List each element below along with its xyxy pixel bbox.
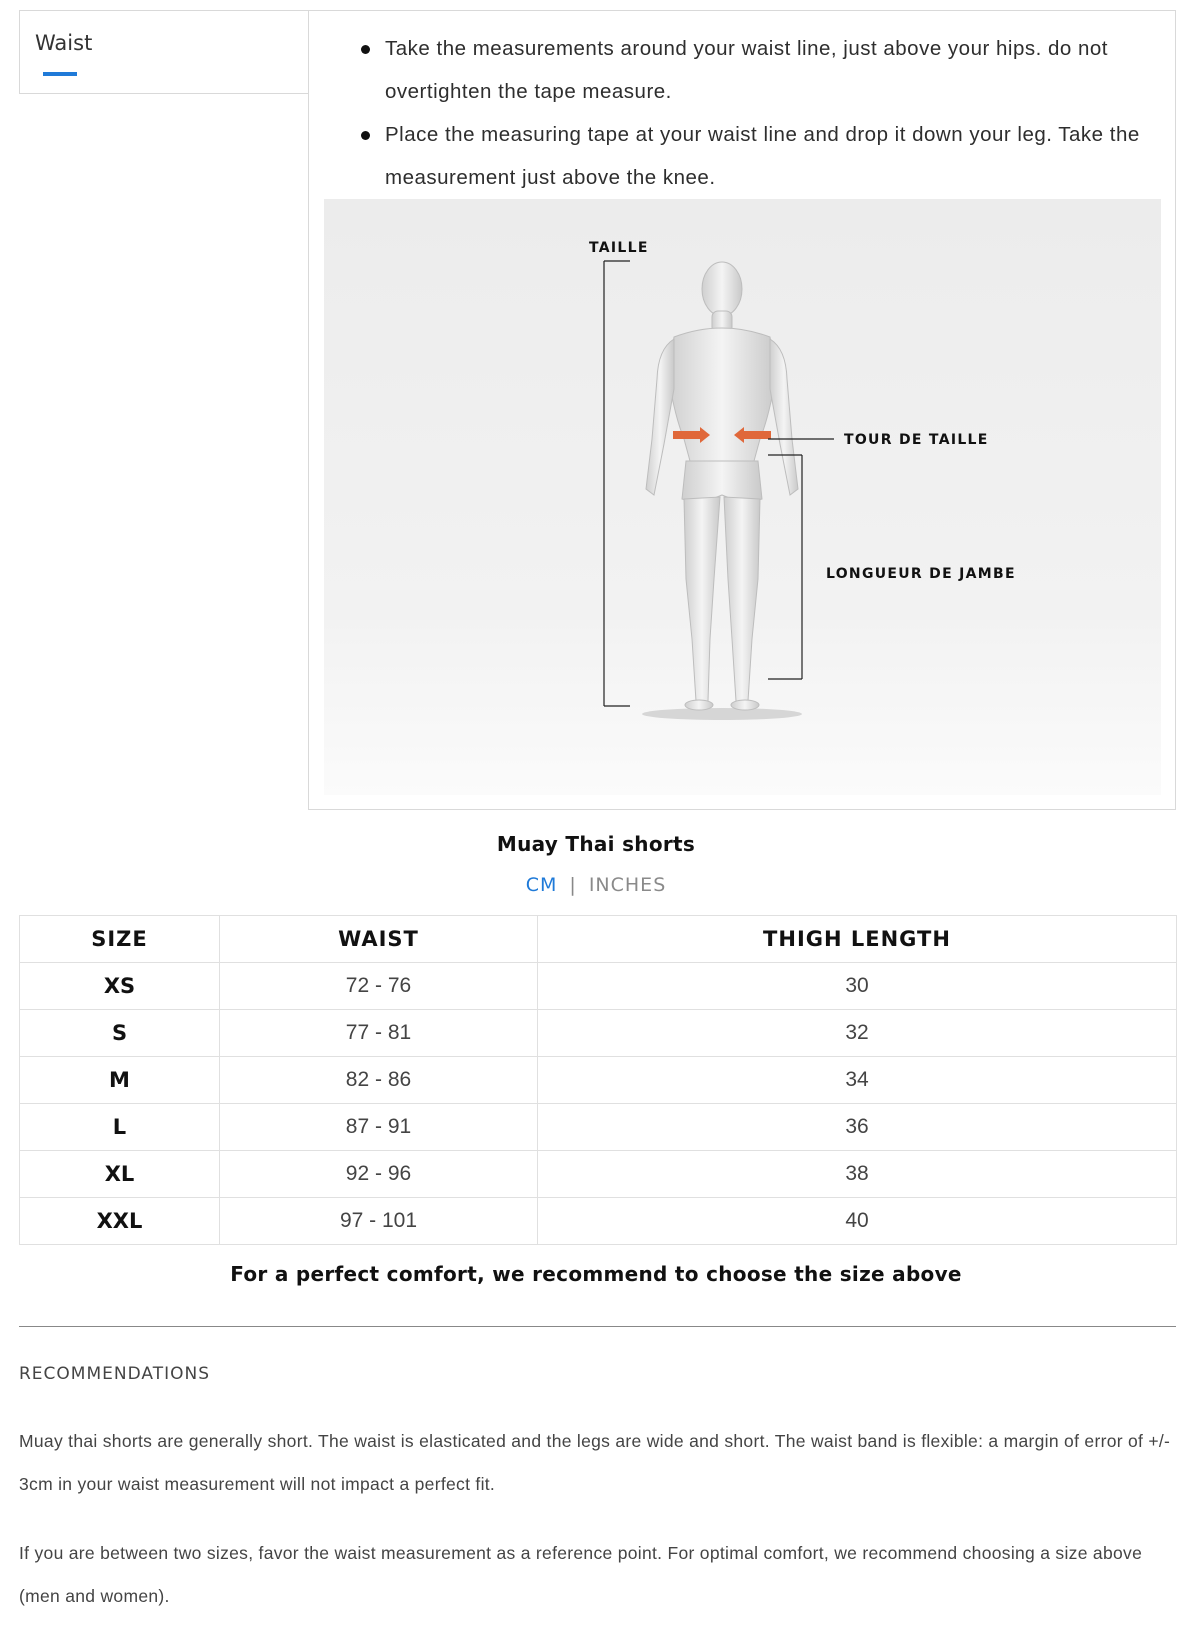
unit-switch <box>0 874 1192 896</box>
size-cell: XS <box>20 963 220 1010</box>
size-chart-table <box>19 915 1177 1245</box>
instructions-list <box>361 27 1161 199</box>
section-divider <box>19 1326 1176 1327</box>
header-waist: WAIST <box>220 916 538 963</box>
instruction-item: Take the measurements around your waist line, just above your hips. do not overtighten the tape measure. <box>361 27 1161 113</box>
table-row <box>20 1198 1177 1245</box>
recommendation-paragraph: If you are between two sizes, favor the waist measurement as a reference point. For optimal comfort, we recommend choosing a size above (men and women). <box>19 1543 1143 1606</box>
size-cell: M <box>20 1057 220 1104</box>
label-height: TAILLE <box>589 240 649 256</box>
mannequin <box>646 262 798 710</box>
tab-waist[interactable] <box>19 10 308 94</box>
thigh-cell: 36 <box>538 1104 1177 1151</box>
thigh-cell: 34 <box>538 1057 1177 1104</box>
thigh-cell: 40 <box>538 1198 1177 1245</box>
header-thigh-length: THIGH LENGTH <box>538 916 1177 963</box>
waist-cell: 77 - 81 <box>220 1010 538 1057</box>
size-cell: XXL <box>20 1198 220 1245</box>
recommendations-heading: RECOMMENDATIONS <box>19 1364 210 1384</box>
height-measure-line <box>604 261 630 706</box>
size-recommendation-note: For a perfect comfort, we recommend to choose the size above <box>230 1262 962 1286</box>
body-measurement-illustration <box>324 199 1161 795</box>
waist-cell: 97 - 101 <box>220 1198 538 1245</box>
size-cell: L <box>20 1104 220 1151</box>
table-row <box>20 963 1177 1010</box>
table-row <box>20 1151 1177 1198</box>
waist-cell: 92 - 96 <box>220 1151 538 1198</box>
thigh-cell: 32 <box>538 1010 1177 1057</box>
waist-cell: 72 - 76 <box>220 963 538 1010</box>
table-row <box>20 1010 1177 1057</box>
table-header-row <box>20 916 1177 963</box>
header-size: SIZE <box>20 916 220 963</box>
table-row <box>20 1057 1177 1104</box>
ground-shadow <box>642 708 802 720</box>
body-figure-svg <box>324 199 1161 795</box>
instruction-item: Place the measuring tape at your waist line and drop it down your leg. Take the measurement just above the knee. <box>361 113 1161 199</box>
unit-separator: | <box>569 874 577 896</box>
thigh-cell: 38 <box>538 1151 1177 1198</box>
unit-cm-toggle[interactable]: CM <box>525 874 558 896</box>
thigh-cell: 30 <box>538 963 1177 1010</box>
label-waist: TOUR DE TAILLE <box>844 432 989 448</box>
label-leg-length: LONGUEUR DE JAMBE <box>826 566 1016 582</box>
waist-cell: 82 - 86 <box>220 1057 538 1104</box>
unit-inches-toggle[interactable]: INCHES <box>588 874 667 896</box>
tab-active-indicator <box>43 72 77 76</box>
measurement-guide-panel <box>308 10 1176 810</box>
size-cell: S <box>20 1010 220 1057</box>
size-cell: XL <box>20 1151 220 1198</box>
recommendation-paragraph: Muay thai shorts are generally short. The waist is elasticated and the legs are wide and short. The waist band is flexible: a margin of error of +/- 3cm in your waist measurement will not impact a perfect fit. <box>19 1431 1171 1494</box>
tab-waist-label: Waist <box>35 31 93 55</box>
table-title: Muay Thai shorts <box>496 832 696 856</box>
table-row <box>20 1104 1177 1151</box>
waist-cell: 87 - 91 <box>220 1104 538 1151</box>
